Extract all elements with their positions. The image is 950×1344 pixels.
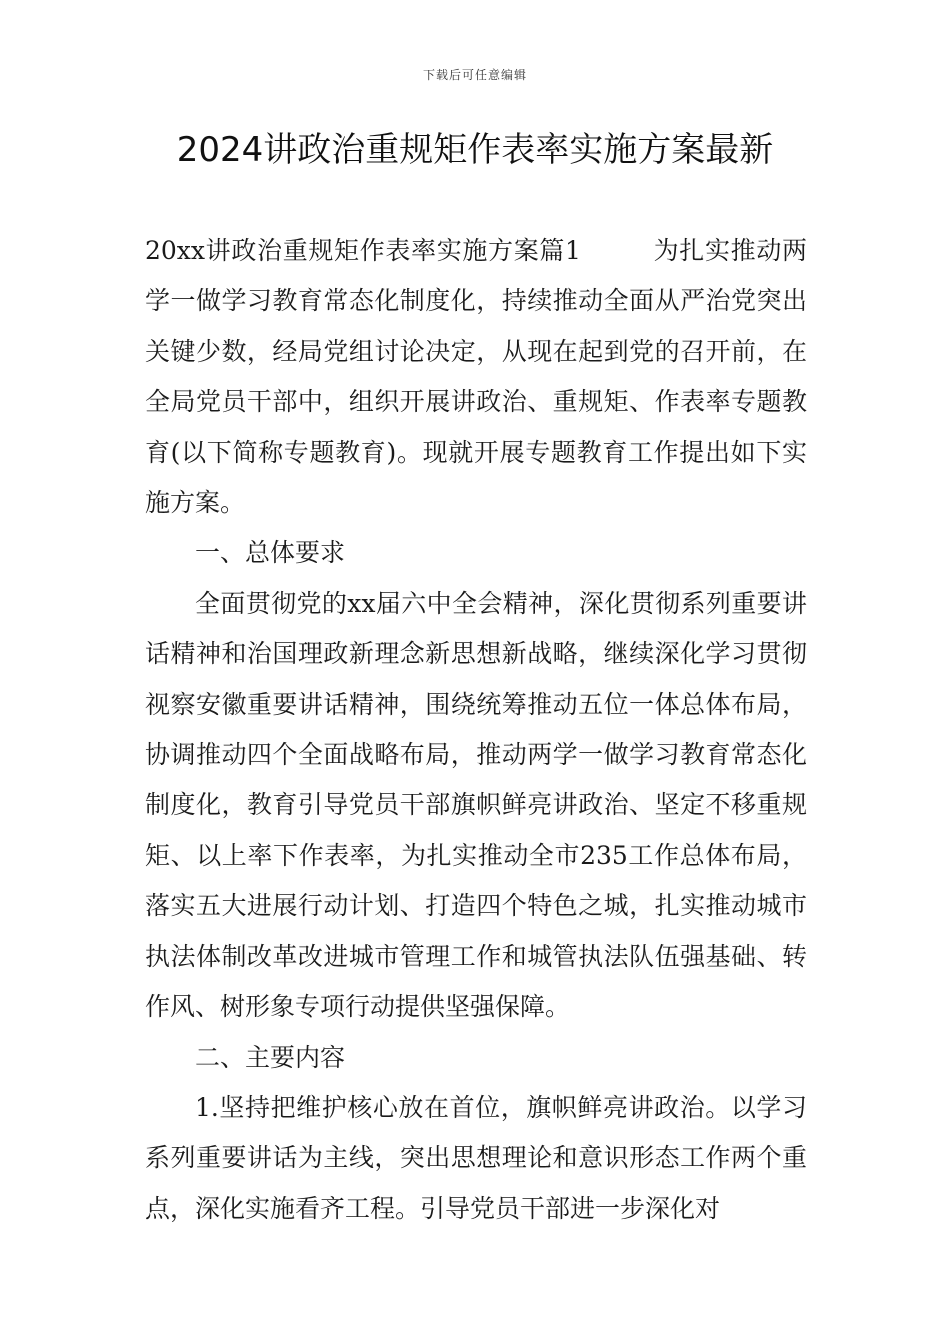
section-2-item-1: 1.坚持把维护核心放在首位，旗帜鲜亮讲政治。以学习系列重要讲话为主线，突出思想理论和意识形态工作两个重点，深化实施看齐工程。引导党员干部进一步深化对 bbox=[145, 1092, 807, 1223]
document-body bbox=[145, 226, 807, 1234]
document-title: 2024讲政治重规矩作表率实施方案最新 bbox=[176, 130, 774, 170]
intro-body: 为扎实推动两学一做学习教育常态化制度化，持续推动全面从严治党突出关键少数，经局党组讨论决定，从现在起到党的召开前，在全局党员干部中，组织开展讲政治、重规矩、作表率专题教育(以下简称专题教育)。现就开展专题教育工作提出如下实施方案。 bbox=[145, 236, 807, 518]
intro-lead: 20xx讲政治重规矩作表率实施方案篇1 bbox=[145, 236, 581, 265]
section-1-heading: 一、总体要求 bbox=[195, 538, 346, 568]
section-1-paragraph: 全面贯彻党的xx届六中全会精神，深化贯彻系列重要讲话精神和治国理政新理念新思想新战略，继续深化学习贯彻视察安徽重要讲话精神，围绕统筹推动五位一体总体布局，协调推动四个全面战略布局，推动两学一做学习教育常态化制度化，教育引导党员干部旗帜鲜亮讲政治、坚定不移重规矩、以上率下作表率，为扎实推动全市235工作总体布局，落实五大进展行动计划、打造四个特色之城，扎实推动城市执法体制改革改进城市管理工作和城管执法队伍强基础、转作风、树形象专项行动提供坚强保障。 bbox=[145, 588, 807, 1022]
header-note: 下载后可任意编辑 bbox=[422, 68, 527, 82]
section-2-heading: 二、主要内容 bbox=[195, 1042, 346, 1072]
intro-paragraph bbox=[145, 226, 807, 528]
